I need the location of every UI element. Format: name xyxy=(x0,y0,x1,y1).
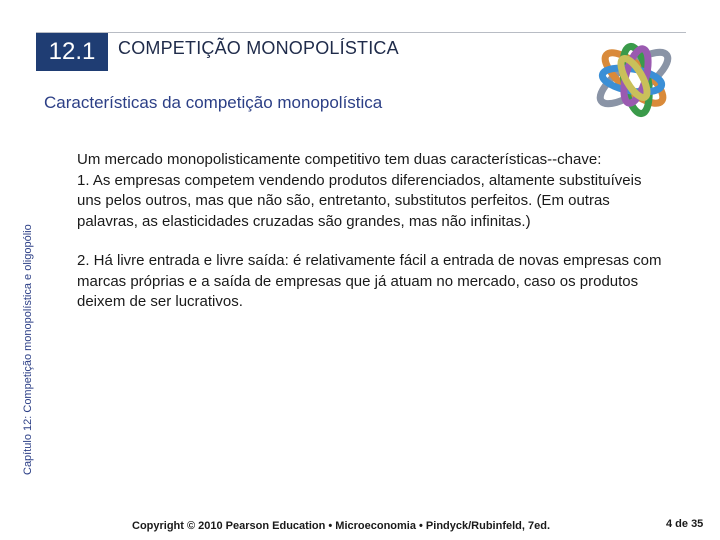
footer-copyright: Copyright © 2010 Pearson Education • Microeconomia • Pindyck/Rubinfeld, 7ed. xyxy=(132,520,551,532)
paragraph-spacer xyxy=(77,232,667,251)
section-title: COMPETIÇÃO MONOPOLÍSTICA xyxy=(118,38,399,58)
slide-body xyxy=(77,150,667,313)
page-number: 4 de 35 xyxy=(666,518,704,530)
section-number-badge: 12.1 xyxy=(36,33,108,71)
interlocking-rings-icon xyxy=(586,30,682,126)
slide-subtitle: Características da competição monopolística xyxy=(44,93,383,112)
body-intro: Um mercado monopolisticamente competitivo tem duas características--chave: xyxy=(77,151,602,168)
body-point-2: 2. Há livre entrada e livre saída: é relativamente fácil a entrada de novas empresas com marcas próprias e a saída de empresas que já atuam no mercado, caso os produtos deixem de ser lucrativos. xyxy=(77,252,662,310)
chapter-side-label: Capítulo 12: Competição monopolística e oligopólio xyxy=(22,224,34,475)
body-point-1: 1. As empresas competem vendendo produtos diferenciados, altamente substituíveis uns pelos outros, mas que não são, entretanto, substitutos perfeitos. (Em outras palavras, as elasticidades cruzadas são grandes, mas não infinitas.) xyxy=(77,171,642,230)
